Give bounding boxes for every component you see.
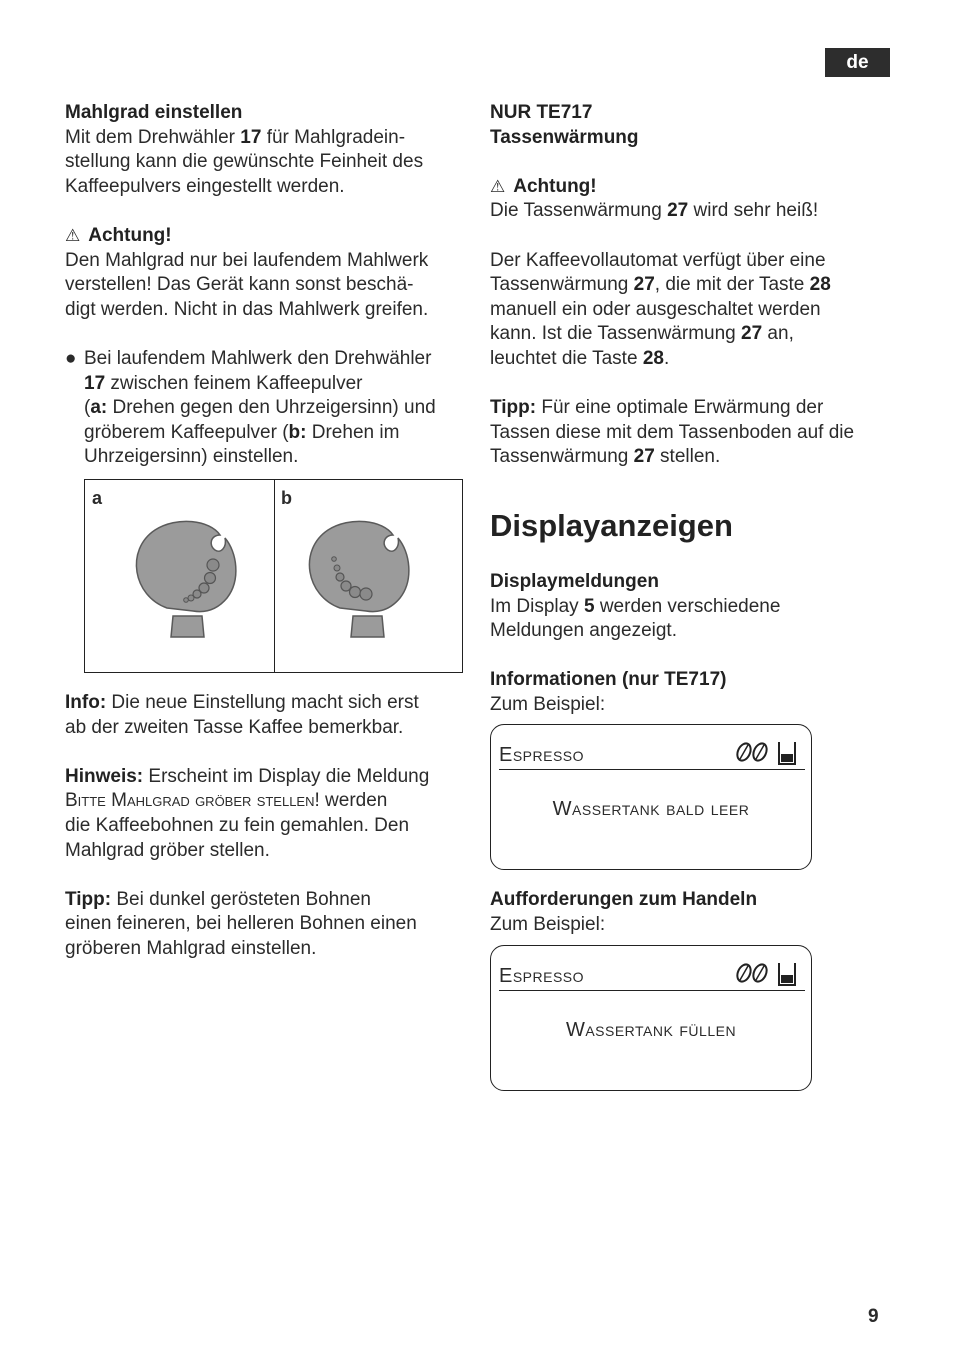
te717-heading: NUR TE717 bbox=[490, 102, 593, 123]
display-example-action bbox=[490, 945, 812, 1091]
tipp-text: Tipp: Für eine optimale Erwärmung der bbox=[490, 397, 824, 419]
aufforderungen-heading: Aufforderungen zum Handeln bbox=[490, 889, 758, 910]
warning-text-line: digt werden. Nicht in das Mahlwerk greifen. bbox=[65, 298, 429, 320]
displaymeldungen-text-line: Meldungen angezeigt. bbox=[490, 620, 677, 642]
grind-dial-b-icon bbox=[309, 521, 408, 637]
display-section bbox=[490, 508, 890, 718]
bullet-line: Uhrzeigersinn) einstellen. bbox=[84, 446, 299, 468]
hinweis-text: Hinweis: Erscheint im Display die Meldung bbox=[65, 765, 430, 787]
para-line: manuell ein oder ausgeschaltet werden bbox=[490, 298, 821, 320]
warning-text-line: verstellen! Das Gerät kann sonst beschä- bbox=[65, 274, 414, 296]
warning-icon: ⚠ bbox=[490, 176, 506, 196]
figure-label-a: a bbox=[92, 488, 103, 508]
warning-icon: ⚠ bbox=[65, 225, 81, 245]
tipp-text-line: Tassen diese mit dem Tassenboden auf die bbox=[490, 421, 855, 443]
hinweis-text-line: die Kaffeebohnen zu fein gemahlen. Den bbox=[65, 814, 410, 836]
bullet-line: Bei laufendem Mahlwerk den Drehwähler bbox=[84, 347, 432, 369]
display-header bbox=[499, 735, 805, 770]
aufforderungen-example-label: Zum Beispiel: bbox=[490, 913, 606, 935]
right-column bbox=[490, 101, 890, 470]
hinweis-text-line: Mahlgrad gröber stellen. bbox=[65, 839, 270, 861]
tipp-text-line: einen feineren, bei helleren Bohnen einen bbox=[65, 913, 417, 935]
para-line: Tassenwärmung 27, die mit der Taste 28 bbox=[490, 274, 831, 296]
info-text-line: ab der zweiten Tasse Kaffee bemerkbar. bbox=[65, 716, 404, 738]
display-title: Espresso bbox=[499, 744, 585, 766]
section-title: Displayanzeigen bbox=[490, 508, 733, 543]
bullet-line: (a: Drehen gegen den Uhrzeigersinn) und bbox=[84, 397, 436, 419]
display-message: Wassertank füllen bbox=[565, 1019, 737, 1041]
hinweis-text-line: Bitte Mahlgrad gröber stellen! werden bbox=[65, 790, 388, 812]
language-badge: de bbox=[825, 48, 890, 77]
mahlgrad-text-line: Kaffeepulvers eingestellt werden. bbox=[65, 175, 345, 197]
bullet-line: 17 zwischen feinem Kaffeepulver bbox=[84, 372, 363, 394]
grind-setting-figure bbox=[84, 479, 463, 673]
para-line: leuchtet die Taste 28. bbox=[490, 347, 670, 369]
info-text: Info: Die neue Einstellung macht sich erst bbox=[65, 692, 419, 713]
bullet-line: gröberem Kaffeepulver (b: Drehen im bbox=[84, 421, 400, 443]
strength-cup-icon bbox=[731, 735, 803, 769]
instruction-bullet bbox=[65, 347, 465, 470]
display-title: Espresso bbox=[499, 965, 585, 987]
informationen-heading: Informationen (nur TE717) bbox=[490, 669, 727, 691]
figure-label-b: b bbox=[281, 488, 292, 508]
left-column bbox=[65, 101, 465, 470]
warning-text-line: Den Mahlgrad nur bei laufendem Mahlwerk bbox=[65, 249, 429, 271]
mahlgrad-heading: Mahlgrad einstellen bbox=[65, 102, 243, 123]
displaymeldungen-heading: Displaymeldungen bbox=[490, 571, 659, 592]
page-number: 9 bbox=[868, 1306, 879, 1327]
tipp-text-line: gröberen Mahlgrad einstellen. bbox=[65, 937, 317, 959]
grind-dial-illustration bbox=[85, 480, 464, 674]
left-column-lower bbox=[65, 691, 465, 962]
para-line: Der Kaffeevollautomat verfügt über eine bbox=[490, 249, 826, 271]
display-header bbox=[499, 956, 805, 991]
display-message: Wassertank bald leer bbox=[552, 798, 750, 820]
strength-cup-icon bbox=[731, 956, 803, 990]
bullet-dot: ● bbox=[65, 347, 77, 369]
warning-text: Die Tassenwärmung 27 wird sehr heiß! bbox=[490, 200, 819, 222]
tassenwaermung-heading: Tassenwärmung bbox=[490, 126, 639, 148]
warning-heading: ⚠ Achtung! bbox=[490, 175, 597, 197]
mahlgrad-text: Mit dem Drehwähler 17 für Mahlgradein- bbox=[65, 126, 406, 148]
warning-heading: ⚠ Achtung! bbox=[65, 224, 172, 246]
mahlgrad-text-line: stellung kann die gewünschte Feinheit des bbox=[65, 151, 424, 173]
para-line: kann. Ist die Tassenwärmung 27 an, bbox=[490, 323, 794, 345]
tipp-text-line: Tassenwärmung 27 stellen. bbox=[490, 446, 721, 468]
informationen-example-label: Zum Beispiel: bbox=[490, 693, 606, 715]
aufforderungen-section bbox=[490, 888, 890, 937]
grind-dial-a-icon bbox=[129, 521, 307, 637]
tipp-text: Tipp: Bei dunkel gerösteten Bohnen bbox=[65, 888, 371, 910]
displaymeldungen-text: Im Display 5 werden verschiedene bbox=[490, 595, 781, 617]
display-example-info bbox=[490, 724, 812, 870]
